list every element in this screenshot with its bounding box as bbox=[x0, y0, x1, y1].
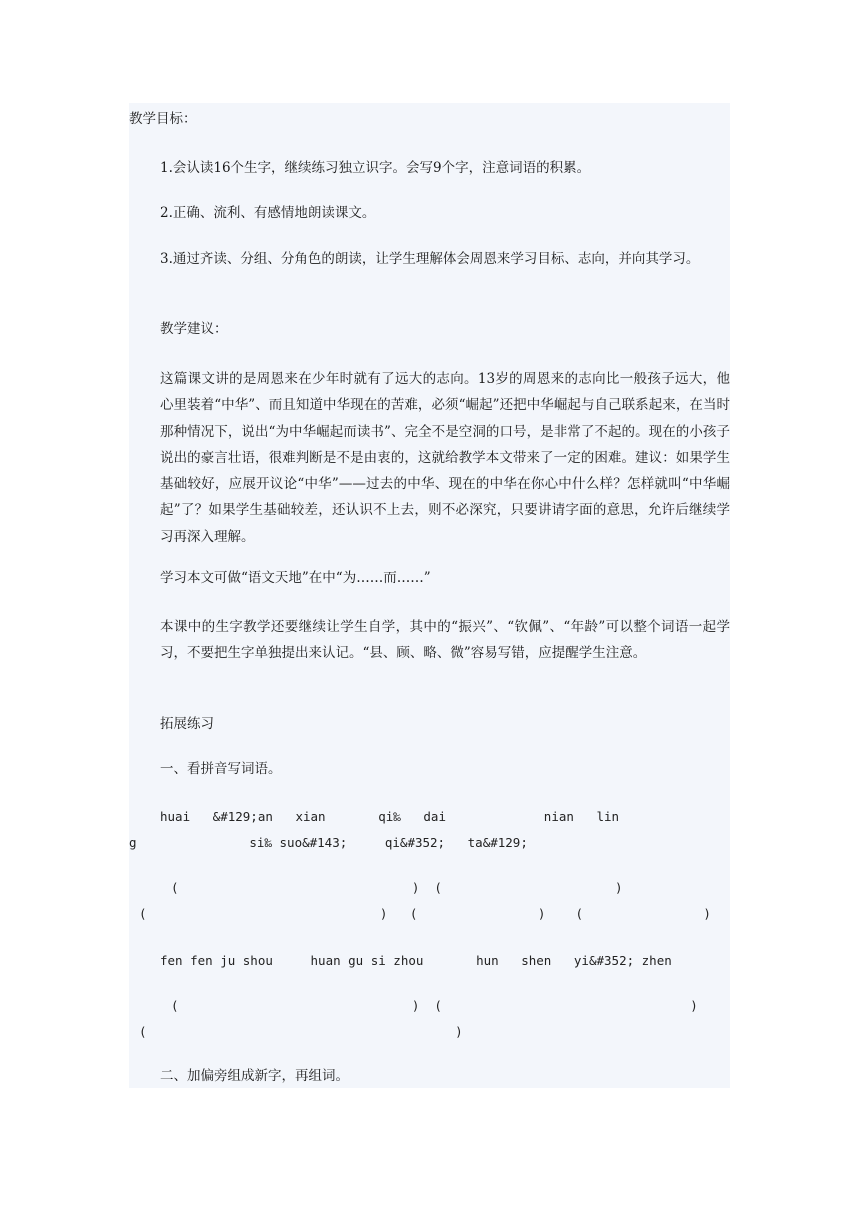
advice-paragraph-1: 这篇课文讲的是周恩来在少年时就有了远大的志向。13岁的周恩来的志向比一般孩子远大，他心里装着“中华”、而且知道中华现在的苦难，必须“崛起”还把中华崛起与自己联系起来，在当时那种情况下，说出“为中华崛起而读书”、完全不是空洞的口号，是非常了不起的。现在的小孩子说出的豪言壮语，很难判断是不是由衷的，这就给教学本文带来了一定的困难。建议：如果学生基础较好，应展开议论“中华”——过去的中华、现在的中华在你心中什么样？怎样就叫“中华崛起”了？如果学生基础较差，还认识不上去，则不必深究，只要讲请字面的意思，允许后继续学习再深入理解。 bbox=[160, 371, 730, 545]
answer-parens-4: ( ) bbox=[139, 1024, 463, 1039]
answer-parens-1: ( ) ( ) bbox=[171, 880, 623, 895]
pinyin-line-3: fen fen ju shou huan gu si zhou hun shen yi&#352; zhen bbox=[160, 953, 672, 968]
extension-heading: 拓展练习 bbox=[160, 716, 214, 732]
pinyin-line-1: huai &#129;an xian qi‰ dai nian lin bbox=[160, 809, 620, 824]
answer-parens-2: ( ) ( ) ( ) bbox=[139, 906, 711, 921]
goals-heading: 教学目标： bbox=[129, 111, 197, 127]
advice-paragraph-3: 本课中的生字教学还要继续让学生自学，其中的“振兴”、“钦佩”、“年龄”可以整个词语一起学习，不要把生字单独提出来认记。“县、顾、略、微”容易写错，应提醒学生注意。 bbox=[160, 619, 730, 661]
exercise-2-heading: 二、加偏旁组成新字，再组词。 bbox=[160, 1068, 349, 1084]
exercise-1-heading: 一、看拼音写词语。 bbox=[160, 761, 282, 777]
goal-2: 2.正确、流利、有感情地朗读课文。 bbox=[160, 205, 376, 221]
answer-parens-3: ( ) ( ) bbox=[171, 998, 698, 1013]
advice-heading: 教学建议： bbox=[160, 321, 228, 337]
document-page bbox=[129, 103, 730, 1088]
advice-paragraph-2: 学习本文可做“语文天地”在中“为……而……” bbox=[160, 570, 431, 586]
goal-3: 3.通过齐读、分组、分角色的朗读，让学生理解体会周恩来学习目标、志向，并向其学习。 bbox=[160, 251, 700, 267]
pinyin-line-2: g si‰ suo&#143; qi&#352; ta&#129; bbox=[129, 835, 528, 850]
goal-1: 1.会认读16个生字，继续练习独立识字。会写9个字，注意词语的积累。 bbox=[160, 160, 591, 176]
